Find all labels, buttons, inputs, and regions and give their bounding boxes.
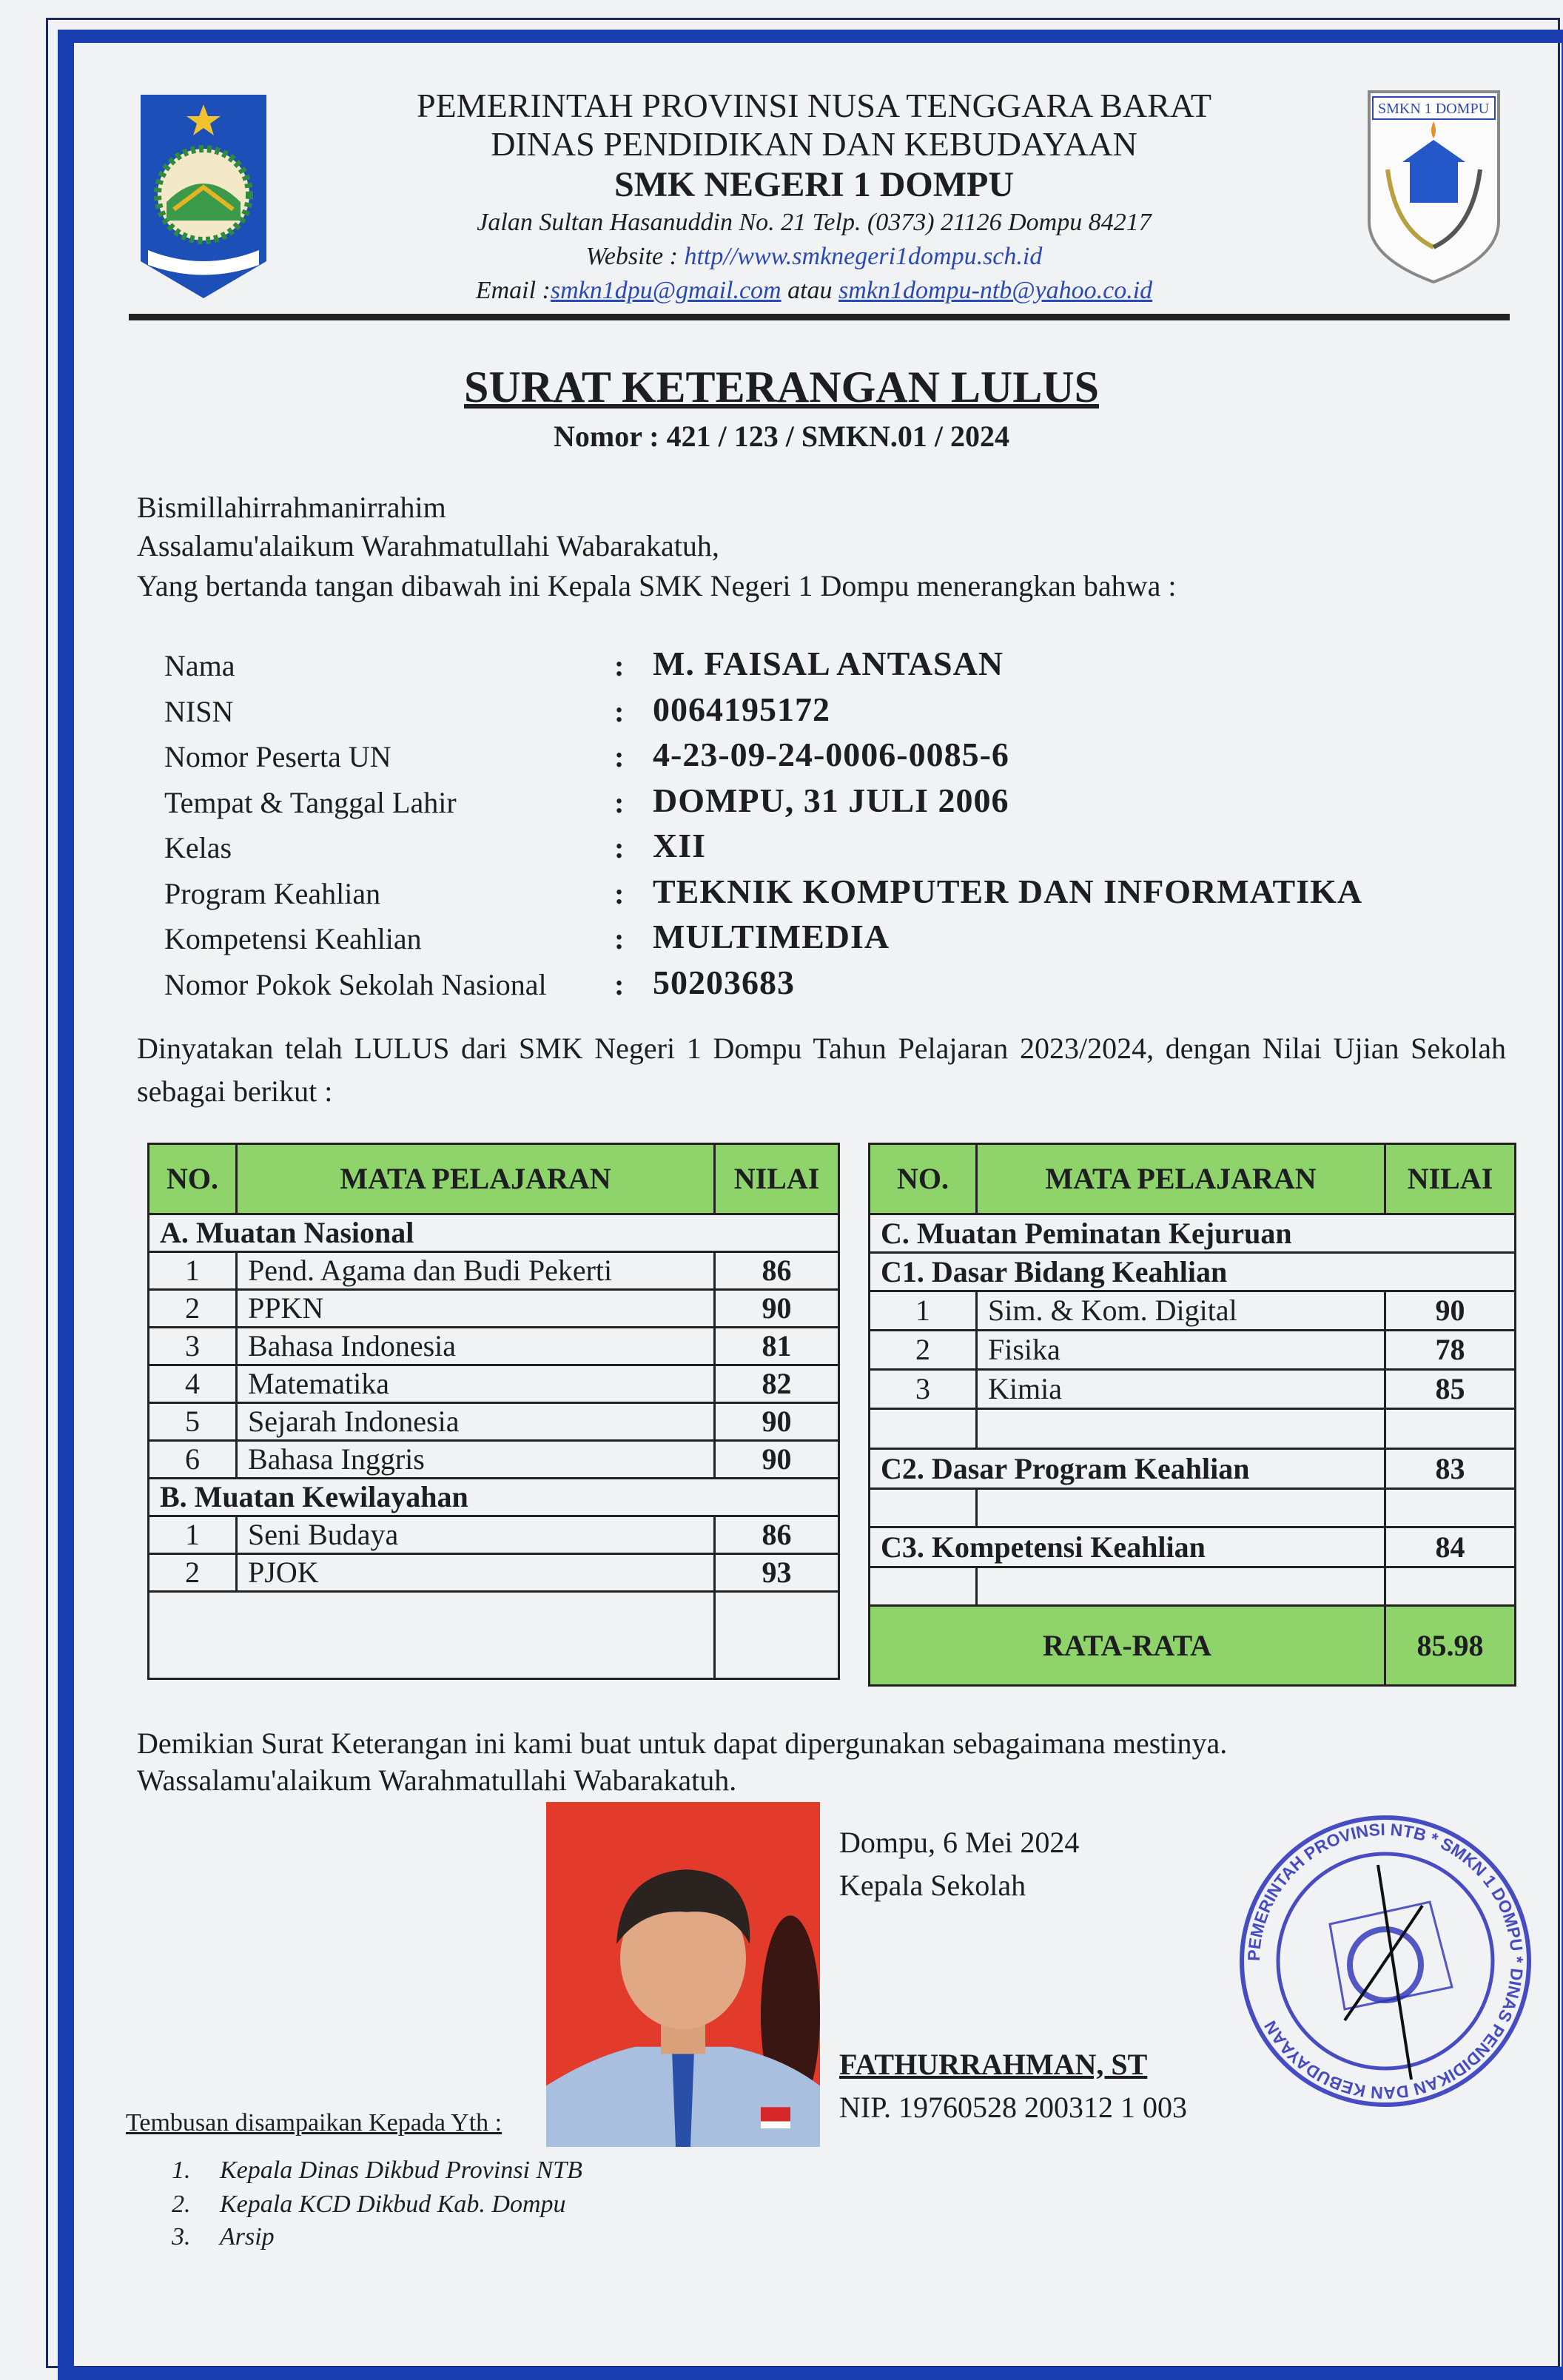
field-label: Tempat & Tanggal Lahir [164,785,457,819]
letterhead-address: Jalan Sultan Hasanuddin No. 21 Telp. (0373) 21126 Dompu 84217 [477,209,1152,236]
cc-item: Kepala Dinas Dikbud Provinsi NTB [220,2157,582,2184]
closing-greeting: Wassalamu'alaikum Warahmatullahi Wabarakatuh. [137,1764,737,1797]
letterhead-email [311,278,1317,303]
section-label: C. Muatan Peminatan Kejuruan [870,1214,1516,1253]
table-row [870,1370,1516,1409]
empty-cell [977,1567,1385,1606]
cc-item-number: 1. [172,2157,191,2184]
table-row [149,1403,839,1441]
table-header-row [149,1144,839,1214]
section-label: C1. Dasar Bidang Keahlian [870,1253,1516,1291]
table-header-row [870,1144,1516,1214]
subject-score: 90 [715,1403,839,1441]
empty-cell [1385,1409,1516,1449]
field-colon: : [614,785,625,819]
subject-score: 93 [715,1554,839,1592]
field-label: Nomor Pokok Sekolah Nasional [164,967,547,1001]
row-number: 1 [149,1252,237,1290]
stamp-text: PEMERINTAH PROVINSI NTB * SMKN 1 DOMPU * DINAS PENDIDIKAN DAN KEBUDAYAAN [1243,1819,1527,2103]
grades-table-right [868,1143,1516,1687]
subject-score: 86 [715,1516,839,1554]
opening-greeting: Assalamu'alaikum Warahmatullahi Wabarakatuh, [137,529,719,562]
field-label: NISN [164,694,234,728]
summary-label: C2. Dasar Program Keahlian [870,1449,1385,1489]
subject-score: 82 [715,1365,839,1403]
field-row [164,644,1533,688]
row-number: 1 [870,1291,977,1331]
row-number: 5 [149,1403,237,1441]
letterhead-website [311,244,1317,269]
empty-cell [870,1409,977,1449]
cc-heading: Tembusan disampaikan Kepada Yth : [126,2109,502,2137]
field-row [164,735,1533,779]
field-value: XII [653,827,707,864]
field-colon: : [614,740,625,773]
subject-name: Sejarah Indonesia [237,1403,715,1441]
opening-statement: Yang bertanda tangan dibawah ini Kepala SMK Negeri 1 Dompu menerangkan bahwa : [137,569,1177,602]
section-label: A. Muatan Nasional [149,1214,839,1252]
subject-name: Sim. & Kom. Digital [977,1291,1385,1331]
subject-name: Fisika [977,1331,1385,1370]
field-value: DOMPU, 31 JULI 2006 [653,781,1009,819]
signatory-nip: NIP. 19760528 200312 1 003 [839,2091,1188,2124]
empty-cell [977,1409,1385,1449]
field-label: Kelas [164,831,232,864]
email-link-gmail[interactable]: smkn1dpu@gmail.com [550,277,782,304]
empty-row [870,1567,1516,1606]
field-value: 0064195172 [653,690,830,728]
email-link-yahoo[interactable]: smkn1dompu-ntb@yahoo.co.id [838,277,1153,304]
row-number: 3 [149,1328,237,1365]
table-row [149,1554,839,1592]
table-row [149,1441,839,1479]
field-row [164,826,1533,870]
field-value: M. FAISAL ANTASAN [653,645,1004,682]
signatory-name: FATHURRAHMAN, ST [839,2048,1148,2081]
summary-row [870,1449,1516,1489]
signature-position: Kepala Sekolah [839,1869,1026,1902]
row-number: 2 [149,1554,237,1592]
header-score: NILAI [715,1144,839,1214]
field-label: Program Keahlian [164,876,381,910]
field-value: TEKNIK KOMPUTER DAN INFORMATIKA [653,872,1363,910]
average-score: 85.98 [1385,1606,1516,1686]
empty-cell [870,1489,977,1527]
subject-score: 85 [1385,1370,1516,1409]
row-number: 2 [149,1290,237,1328]
row-number: 3 [870,1370,977,1409]
subject-score: 81 [715,1328,839,1365]
field-label: Nomor Peserta UN [164,740,391,773]
subject-score: 90 [715,1441,839,1479]
summary-score: 83 [1385,1449,1516,1489]
subject-name: Kimia [977,1370,1385,1409]
header-no: NO. [870,1144,977,1214]
field-colon: : [614,649,625,682]
subject-name: Bahasa Indonesia [237,1328,715,1365]
field-colon: : [614,831,625,864]
subject-name: Seni Budaya [237,1516,715,1554]
empty-cell [870,1567,977,1606]
header-subject: MATA PELAJARAN [237,1144,715,1214]
field-row [164,917,1533,961]
table-row [149,1365,839,1403]
field-label: Nama [164,649,235,682]
website-link[interactable]: http//www.smknegeri1dompu.sch.id [684,243,1043,270]
field-colon: : [614,922,625,955]
row-number: 6 [149,1441,237,1479]
section-label: B. Muatan Kewilayahan [149,1479,839,1516]
section-row [870,1253,1516,1291]
empty-cell [1385,1489,1516,1527]
official-stamp [1237,1813,1533,2109]
field-row [164,872,1533,916]
summary-score: 84 [1385,1527,1516,1567]
field-label: Kompetensi Keahlian [164,922,422,955]
website-label: Website : [585,243,685,270]
letterhead-divider [129,314,1510,320]
field-row [164,963,1533,1007]
section-row [149,1214,839,1252]
letterhead-school-name: SMK NEGERI 1 DOMPU [614,165,1014,204]
empty-row [870,1489,1516,1527]
cc-item-number: 3. [172,2223,191,2250]
field-row [164,781,1533,825]
letterhead-line2: DINAS PENDIDIKAN DAN KEBUDAYAAN [491,125,1137,163]
field-colon: : [614,694,625,728]
document-title: SURAT KETERANGAN LULUS [464,363,1099,411]
ntb-province-logo [137,91,270,300]
table-row [149,1252,839,1290]
table-row [870,1291,1516,1331]
student-photo [546,1802,820,2147]
header-subject: MATA PELAJARAN [977,1144,1385,1214]
email-label: Email : [475,277,551,304]
field-colon: : [614,876,625,910]
empty-row [870,1409,1516,1449]
cc-item: Arsip [220,2223,275,2250]
section-row [870,1214,1516,1253]
cc-item-number: 2. [172,2191,191,2218]
section-row [149,1479,839,1516]
field-value: MULTIMEDIA [653,918,890,955]
subject-name: Pend. Agama dan Budi Pekerti [237,1252,715,1290]
empty-cell [977,1489,1385,1527]
subject-score: 78 [1385,1331,1516,1370]
header-no: NO. [149,1144,237,1214]
subject-score: 90 [1385,1291,1516,1331]
average-label: RATA-RATA [870,1606,1385,1686]
table-row [870,1331,1516,1370]
opening-basmala: Bismillahirrahmanirrahim [137,491,446,524]
row-number: 4 [149,1365,237,1403]
field-value: 4-23-09-24-0006-0085-6 [653,736,1009,773]
empty-cell [149,1592,715,1679]
cc-item: Kepala KCD Dikbud Kab. Dompu [220,2191,566,2218]
subject-name: PPKN [237,1290,715,1328]
smkn1-dompu-logo [1365,88,1502,285]
field-row [164,690,1533,734]
grades-table-left [147,1143,840,1680]
subject-score: 86 [715,1252,839,1290]
row-number: 1 [149,1516,237,1554]
handwritten-signature [1345,1865,1422,2080]
right-logo-text: SMKN 1 DOMPU [1377,101,1490,117]
header-score: NILAI [1385,1144,1516,1214]
closing-statement: Demikian Surat Keterangan ini kami buat untuk dapat dipergunakan sebagaimana mestinya. [137,1727,1228,1760]
table-row [149,1328,839,1365]
subject-name: Bahasa Inggris [237,1441,715,1479]
row-number: 2 [870,1331,977,1370]
field-colon: : [614,967,625,1001]
document-number: Nomor : 421 / 123 / SMKN.01 / 2024 [554,420,1009,453]
table-row [149,1290,839,1328]
field-value: 50203683 [653,963,795,1001]
summary-row [870,1527,1516,1567]
graduation-statement: Dinyatakan telah LULUS dari SMK Negeri 1 Dompu Tahun Pelajaran 2023/2024, dengan Nilai Ujian Sekolah sebagai berikut : [137,1032,1506,1108]
table-row [149,1516,839,1554]
email-separator: atau [781,277,839,304]
empty-row [149,1592,839,1679]
letterhead-line1: PEMERINTAH PROVINSI NUSA TENGGARA BARAT [416,87,1211,124]
subject-score: 90 [715,1290,839,1328]
subject-name: Matematika [237,1365,715,1403]
empty-cell [715,1592,839,1679]
average-row [870,1606,1516,1686]
subject-name: PJOK [237,1554,715,1592]
summary-label: C3. Kompetensi Keahlian [870,1527,1385,1567]
signature-date: Dompu, 6 Mei 2024 [839,1826,1080,1859]
empty-cell [1385,1567,1516,1606]
